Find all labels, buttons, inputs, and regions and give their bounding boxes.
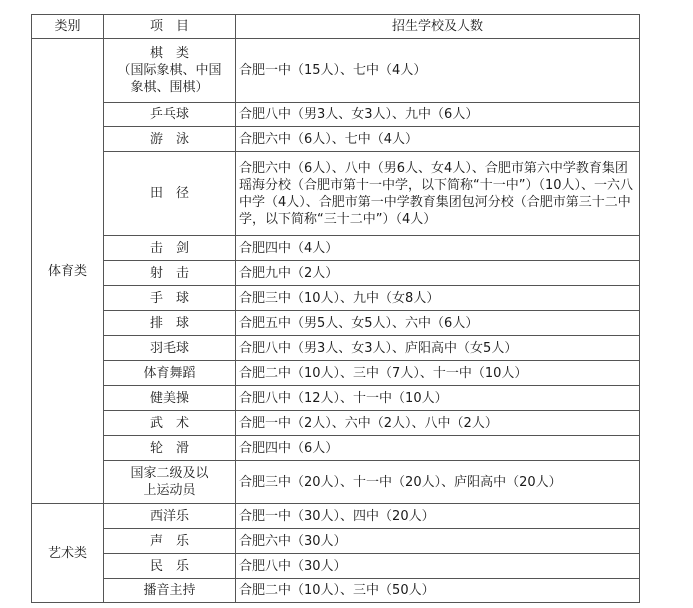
table-row bbox=[32, 152, 640, 236]
item-line: 轮 滑 bbox=[149, 440, 189, 456]
item-cell bbox=[104, 411, 236, 436]
item-line: 棋 类 bbox=[149, 46, 189, 61]
category-cell: 体育类 bbox=[32, 39, 104, 504]
item-line: 射 击 bbox=[149, 265, 189, 281]
item-line: 象棋、围棋） bbox=[130, 80, 209, 95]
item-line: 击 剑 bbox=[149, 240, 189, 256]
schools-cell: 合肥一中（30人）、四中（20人） bbox=[236, 504, 640, 529]
table-row bbox=[32, 579, 640, 603]
table-row bbox=[32, 529, 640, 554]
item-cell bbox=[104, 361, 236, 386]
item-line: 体育舞蹈 bbox=[143, 365, 196, 381]
header-item: 项 目 bbox=[104, 15, 236, 39]
table-row bbox=[32, 504, 640, 529]
item-cell bbox=[104, 436, 236, 461]
item-cell bbox=[104, 461, 236, 504]
item-cell bbox=[104, 286, 236, 311]
table-row bbox=[32, 286, 640, 311]
item-cell bbox=[104, 579, 236, 603]
item-line: 西洋乐 bbox=[149, 508, 189, 524]
header-schools: 招生学校及人数 bbox=[236, 15, 640, 39]
item-line: 播音主持 bbox=[143, 583, 196, 598]
table-row bbox=[32, 436, 640, 461]
item-line: （国际象棋、中国 bbox=[117, 63, 222, 78]
item-line: 声 乐 bbox=[149, 533, 189, 549]
item-cell bbox=[104, 386, 236, 411]
schools-cell: 合肥八中（男3人、女3人）、庐阳高中（女5人） bbox=[236, 336, 640, 361]
table-row bbox=[32, 361, 640, 386]
item-line: 健美操 bbox=[149, 390, 189, 406]
table-row bbox=[32, 311, 640, 336]
table-row bbox=[32, 554, 640, 579]
category-cell: 艺术类 bbox=[32, 504, 104, 603]
table-row bbox=[32, 386, 640, 411]
table-row bbox=[32, 103, 640, 127]
table-row bbox=[32, 461, 640, 504]
schools-cell: 合肥六中（6人）、七中（4人） bbox=[236, 127, 640, 152]
item-line: 国家二级及以 bbox=[130, 466, 209, 481]
table-row bbox=[32, 336, 640, 361]
schools-cell: 合肥八中（30人） bbox=[236, 554, 640, 579]
schools-cell: 合肥二中（10人）、三中（50人） bbox=[236, 579, 640, 603]
item-cell bbox=[104, 336, 236, 361]
item-line: 武 术 bbox=[149, 415, 189, 431]
schools-cell: 合肥八中（男3人、女3人）、九中（6人） bbox=[236, 103, 640, 127]
item-cell bbox=[104, 236, 236, 261]
item-line: 乒乓球 bbox=[149, 107, 189, 122]
schools-cell: 合肥一中（15人）、七中（4人） bbox=[236, 39, 640, 103]
schools-cell: 合肥一中（2人）、六中（2人）、八中（2人） bbox=[236, 411, 640, 436]
schools-cell: 合肥四中（6人） bbox=[236, 436, 640, 461]
table-row bbox=[32, 127, 640, 152]
item-cell bbox=[104, 103, 236, 127]
item-line: 排 球 bbox=[149, 315, 189, 331]
item-cell bbox=[104, 529, 236, 554]
item-line: 羽毛球 bbox=[149, 340, 189, 356]
schools-cell: 合肥四中（4人） bbox=[236, 236, 640, 261]
schools-cell: 合肥三中（10人）、九中（女8人） bbox=[236, 286, 640, 311]
schools-cell: 合肥八中（12人）、十一中（10人） bbox=[236, 386, 640, 411]
table-row bbox=[32, 39, 640, 103]
item-cell bbox=[104, 311, 236, 336]
table-row bbox=[32, 236, 640, 261]
item-cell bbox=[104, 261, 236, 286]
schools-cell: 合肥六中（6人）、八中（男6人、女4人）、合肥市第六中学教育集团瑶海分校（合肥市第十一中学，以下简称“十一中”）（10人）、一六八中学（4人）、合肥市第一中学教育集团包河分校（合肥市第三十二中学，以下简称“三十二中”）（4人） bbox=[236, 152, 640, 236]
item-cell bbox=[104, 152, 236, 236]
item-line: 民 乐 bbox=[149, 558, 189, 574]
table-row bbox=[32, 411, 640, 436]
item-cell bbox=[104, 127, 236, 152]
header-row bbox=[32, 15, 640, 39]
item-line: 游 泳 bbox=[149, 131, 189, 147]
item-line: 上运动员 bbox=[143, 483, 196, 498]
schools-cell: 合肥九中（2人） bbox=[236, 261, 640, 286]
item-line: 手 球 bbox=[149, 290, 189, 306]
schools-cell: 合肥二中（10人）、三中（7人）、十一中（10人） bbox=[236, 361, 640, 386]
item-line: 田 径 bbox=[149, 186, 189, 201]
item-cell bbox=[104, 504, 236, 529]
item-cell bbox=[104, 554, 236, 579]
table-row bbox=[32, 261, 640, 286]
header-category: 类别 bbox=[32, 15, 104, 39]
item-cell bbox=[104, 39, 236, 103]
schools-cell: 合肥五中（男5人、女5人）、六中（6人） bbox=[236, 311, 640, 336]
schools-cell: 合肥三中（20人）、十一中（20人）、庐阳高中（20人） bbox=[236, 461, 640, 504]
schools-cell: 合肥六中（30人） bbox=[236, 529, 640, 554]
enrollment-table bbox=[31, 14, 640, 603]
